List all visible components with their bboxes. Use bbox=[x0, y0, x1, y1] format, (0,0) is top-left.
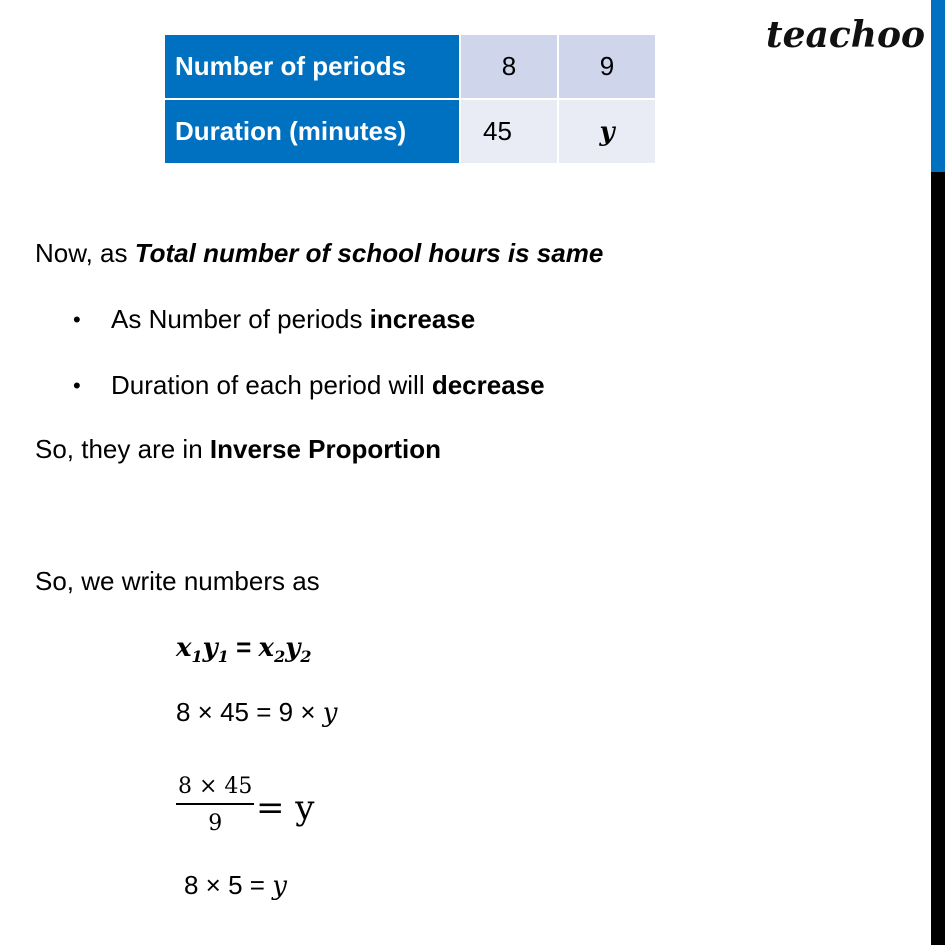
step3-line bbox=[184, 870, 287, 901]
step1-expression: 8 × 45 = 9 × bbox=[176, 697, 323, 727]
table-row bbox=[164, 99, 656, 164]
conclusion-line bbox=[35, 434, 441, 465]
formula-x1: x bbox=[176, 633, 192, 663]
table-row bbox=[164, 34, 656, 99]
intro-prefix: Now, as bbox=[35, 238, 135, 268]
bullet-item bbox=[111, 304, 475, 335]
formula-x2: x bbox=[258, 633, 275, 663]
step1-variable: y bbox=[322, 698, 338, 728]
conclusion-bold: Inverse Proportion bbox=[209, 434, 442, 464]
intro-emphasis: Total number of school hours is same bbox=[134, 238, 604, 268]
bullet-text: As Number of periods bbox=[111, 304, 370, 334]
formula-sub: 2 bbox=[300, 647, 312, 666]
fraction-rhs: = y bbox=[256, 788, 315, 828]
formula-sub: 1 bbox=[191, 647, 203, 666]
table-cell: 45 bbox=[460, 99, 558, 164]
formula-sub: 1 bbox=[217, 647, 229, 666]
bullet-bold: increase bbox=[369, 304, 476, 334]
formula-equals: = bbox=[228, 632, 259, 662]
row-header: Duration (minutes) bbox=[164, 99, 460, 164]
fraction-denominator: 9 bbox=[208, 811, 223, 836]
bullet-text: Duration of each period will bbox=[111, 370, 432, 400]
fraction bbox=[176, 774, 254, 836]
formula-y2: y bbox=[285, 633, 301, 663]
side-dark-bar bbox=[931, 172, 945, 945]
periods-duration-table bbox=[163, 33, 657, 165]
formula-y1: y bbox=[202, 633, 218, 663]
table-cell: 9 bbox=[558, 34, 656, 99]
formula-sub: 2 bbox=[274, 647, 286, 666]
conclusion-prefix: So, they are in bbox=[35, 434, 210, 464]
bullet-icon: • bbox=[73, 373, 81, 398]
intro-line bbox=[35, 238, 603, 269]
table-cell: 8 bbox=[460, 34, 558, 99]
table-cell: y bbox=[558, 99, 656, 164]
side-accent-bar bbox=[931, 0, 945, 172]
step3-variable: y bbox=[272, 871, 287, 901]
bullet-icon: • bbox=[73, 307, 81, 332]
step3-expression: 8 × 5 = bbox=[184, 870, 273, 900]
bullet-item bbox=[111, 370, 545, 401]
write-as-line: So, we write numbers as bbox=[35, 566, 320, 596]
row-header: Number of periods bbox=[164, 34, 460, 99]
step1-line bbox=[176, 697, 337, 728]
teachoo-logo: teachoo bbox=[766, 14, 925, 56]
formula-line bbox=[176, 632, 311, 666]
bullet-bold: decrease bbox=[431, 370, 545, 400]
fraction-numerator: 8 × 45 bbox=[176, 774, 254, 805]
